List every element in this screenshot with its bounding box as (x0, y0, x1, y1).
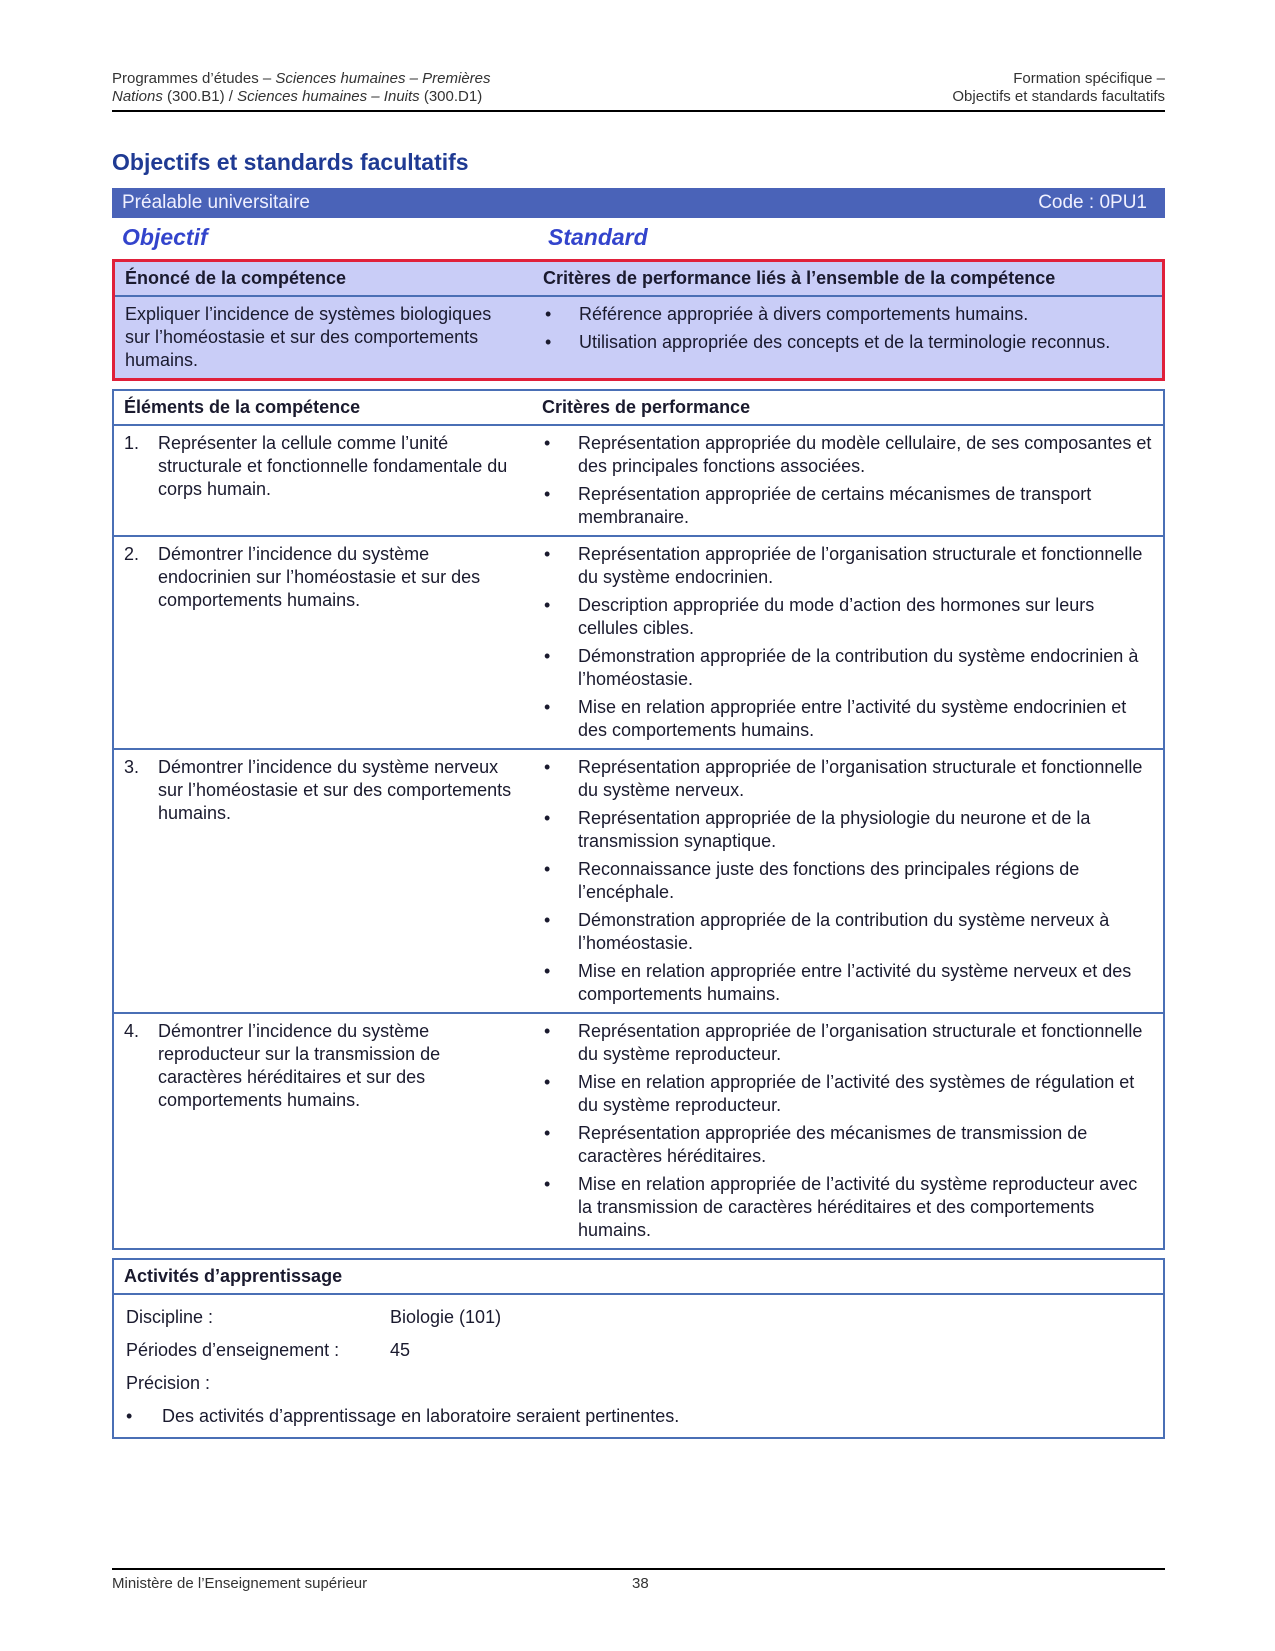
discipline-value: Biologie (101) (390, 1307, 502, 1327)
list-item: • Représentation appropriée de l’organisation structurale et fonctionnelle du système nerveux. (542, 756, 1153, 802)
header-left (112, 70, 491, 106)
page-title: Objectifs et standards facultatifs (112, 149, 469, 175)
element-text: Démontrer l’incidence du système nerveux sur l’homéostasie et sur des comportements humains. (158, 757, 512, 823)
objectif-heading: Objectif (122, 224, 208, 250)
header-text: Programmes d’études – (112, 70, 276, 87)
header-text: (300.B1) / (162, 88, 238, 105)
periods-value: 45 (390, 1340, 411, 1360)
header-section: Formation spécifique – (1013, 70, 1165, 87)
page-number: 38 (632, 1575, 649, 1592)
header-rule (112, 110, 1165, 112)
list-item: • Démonstration appropriée de la contribution du système nerveux à l’homéostasie. (542, 909, 1153, 955)
criteria-heading: Critères de performance (542, 397, 751, 417)
footer-ministry: Ministère de l’Enseignement supérieur (112, 1575, 368, 1592)
standard-heading: Standard (548, 224, 648, 250)
list-item: • Démonstration appropriée de la contribution du système endocrinien à l’homéostasie. (542, 645, 1153, 691)
list-item: • Référence appropriée à divers comportements humains. (543, 303, 1152, 326)
element-text: Représenter la cellule comme l’unité structurale et fonctionnelle fondamentale du corps humain. (158, 433, 508, 499)
list-item: • Représentation appropriée de certains mécanismes de transport membranaire. (542, 483, 1153, 529)
competence-criteria-heading: Critères de performance liés à l’ensemble de la compétence (543, 268, 1056, 288)
page-footer (112, 1568, 1165, 1592)
table-row (114, 535, 1163, 748)
band-label: Préalable universitaire (122, 192, 310, 213)
table-row (114, 1012, 1163, 1248)
periods-label: Périodes d’enseignement : (126, 1340, 340, 1360)
element-number: 4. (124, 1021, 140, 1041)
column-headings (112, 224, 1165, 251)
elements-table (112, 389, 1165, 1250)
list-item: • Mise en relation appropriée de l’activité du système reproducteur avec la transmission de caractères héréditaires et des comportements humains. (542, 1173, 1153, 1242)
header-right (952, 70, 1165, 106)
header-text-italic: Sciences humaines – Inuits (237, 88, 420, 105)
discipline-line (114, 1307, 1163, 1328)
bullet-icon: • (126, 1406, 133, 1426)
list-item: • Représentation appropriée du modèle cellulaire, de ses composantes et des principales fonctions associées. (542, 432, 1153, 478)
learning-activities-box (112, 1258, 1165, 1439)
list-item: • Représentation appropriée de l’organisation structurale et fonctionnelle du système reproducteur. (542, 1020, 1153, 1066)
competence-criteria-list (543, 303, 1152, 354)
table-row (114, 424, 1163, 535)
element-number: 2. (124, 544, 140, 564)
list-item: • Représentation appropriée de la physiologie du neurone et de la transmission synaptique. (542, 807, 1153, 853)
precision-line (114, 1373, 1163, 1394)
list-item: • Représentation appropriée des mécanismes de transmission de caractères héréditaires. (542, 1122, 1153, 1168)
list-item: • Mise en relation appropriée de l’activité des systèmes de régulation et du système reproducteur. (542, 1071, 1153, 1117)
elements-heading: Éléments de la compétence (124, 397, 361, 417)
band-code: Code : 0PU1 (1038, 192, 1147, 213)
list-item: • Représentation appropriée de l’organisation structurale et fonctionnelle du système endocrinien. (542, 543, 1153, 589)
element-number: 3. (124, 757, 140, 777)
table-row (114, 748, 1163, 1012)
running-header (112, 70, 1165, 106)
header-text: (300.D1) (419, 88, 483, 105)
element-text: Démontrer l’incidence du système reproducteur sur la transmission de caractères héréditaires et sur des comportements humains. (158, 1021, 441, 1110)
precision-bullet (114, 1394, 1163, 1437)
element-text: Démontrer l’incidence du système endocrinien sur l’homéostasie et sur des comportements humains. (158, 544, 481, 610)
activities-heading: Activités d’apprentissage (114, 1260, 1163, 1295)
document-page (112, 70, 1165, 1439)
element-number: 1. (124, 433, 140, 453)
program-band (112, 188, 1165, 218)
list-item: • Utilisation appropriée des concepts et de la terminologie reconnus. (543, 331, 1152, 354)
discipline-label: Discipline : (126, 1307, 214, 1327)
header-text-italic: Nations (112, 88, 163, 105)
list-item: • Description appropriée du mode d’action des hormones sur leurs cellules cibles. (542, 594, 1153, 640)
header-subsection: Objectifs et standards facultatifs (952, 88, 1165, 105)
list-item: • Mise en relation appropriée entre l’activité du système nerveux et des comportements humains. (542, 960, 1153, 1006)
precision-label: Précision : (126, 1373, 211, 1393)
competence-statement: Expliquer l’incidence de systèmes biologiques sur l’homéostasie et sur des comportements humains. (125, 304, 492, 370)
list-item: • Reconnaissance juste des fonctions des principales régions de l’encéphale. (542, 858, 1153, 904)
header-text-italic: Sciences humaines – Premières (275, 70, 491, 87)
periods-line (114, 1340, 1163, 1361)
competence-heading: Énoncé de la compétence (125, 268, 347, 288)
footer-rule (112, 1568, 1165, 1570)
list-item: • Mise en relation appropriée entre l’activité du système endocrinien et des comportements humains. (542, 696, 1153, 742)
competence-box (112, 259, 1165, 381)
precision-text: Des activités d’apprentissage en laboratoire seraient pertinentes. (162, 1406, 680, 1426)
